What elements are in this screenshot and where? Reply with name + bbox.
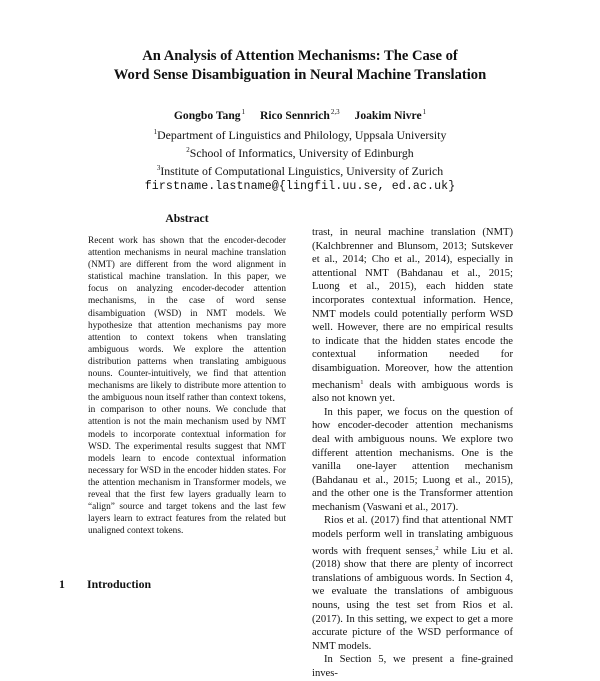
author-emails: firstname.lastname@{lingfil.uu.se, ed.ac.uk} (144, 180, 456, 193)
paragraph-2: In this paper, we focus on the question of how encoder-decoder attention mechanisms deal with ambiguous nouns. We explore two different attention mechanisms. One is the vanilla one-layer attention mechanism (Bahdanau et al., 2015; Luong et al., 2015), and the other one is the Transformer attention mechanism (Vaswani et al., 2017). (312, 406, 513, 513)
paragraph-3 (312, 514, 513, 653)
author-affil-mark: 1 (422, 108, 427, 116)
author-2 (260, 105, 340, 123)
left-column (88, 212, 286, 537)
abstract-body: Recent work has shown that the encoder-decoder attention mechanisms in neural machine translation (NMT) are different from the word alignment in statistical machine translation. In this paper, we focus on analyzing encoder-decoder attention mechanisms, in the case of word sense disambiguation (WSD) in NMT models. We hypothesize that attention mechanisms pay more attention to context tokens when translating ambiguous words. We explore the attention distribution patterns when translating ambiguous nouns. Counter-intuitively, we find that attention mechanisms are likely to distribute more attention to the ambiguous noun itself rather than context tokens, in comparison to other nouns. We conclude that attention is not the main mechanism used by NMT models to incorporate contextual information for WSD. The experimental results suggest that NMT models learn to encode contextual information necessary for WSD in the encoder hidden states. For the attention mechanism in Transformer models, we reveal that the first few layers gradually learn to “align” source and target tokens and the last few layers learn to extract features from the related but unaligned context tokens. (88, 236, 286, 537)
paragraph-4: In Section 5, we present a fine-grained inves- (312, 654, 513, 679)
affiliation-1 (0, 125, 600, 143)
author-3 (355, 105, 427, 123)
affiliation-mark: 1 (153, 128, 158, 136)
author-affil-mark: 2,3 (330, 108, 340, 116)
author-list (0, 105, 600, 123)
abstract-heading: Abstract (165, 212, 209, 225)
affiliation-mark: 2 (186, 146, 190, 154)
affiliations (0, 125, 600, 194)
affiliation-3 (0, 161, 600, 179)
author-name: Gongbo Tang (173, 109, 241, 122)
title-line-2: Word Sense Disambiguation in Neural Machine Translation (113, 67, 487, 83)
affiliation-text: School of Informatics, University of Edinburgh (189, 146, 414, 160)
section-number: 1 (59, 577, 65, 591)
title-line-1: An Analysis of Attention Mechanisms: The Case of (142, 48, 458, 64)
paragraph-text: while Liu et al. (2018) show that there are plenty of incorrect translations of ambiguous words. In Section 4, we evaluate the translations of ambiguous nouns, using the test set from Rios et al. (2017). In this setting, we expect to get a more accurate picture of the WSD performance of NMT models. (312, 545, 514, 652)
footnote-mark: 2 (435, 544, 439, 552)
paragraph-1 (312, 226, 513, 406)
author-1 (174, 105, 245, 123)
author-name: Rico Sennrich (259, 109, 330, 122)
footnote-mark: 1 (360, 378, 364, 386)
affiliation-2 (0, 143, 600, 161)
author-name: Joakim Nivre (354, 109, 422, 122)
affiliation-mark: 3 (156, 164, 161, 172)
paragraph-text: deals with ambiguous words is also not known yet. (312, 379, 513, 405)
affiliation-text: Department of Linguistics and Philology, Uppsala University (157, 128, 447, 142)
section-heading-introduction (59, 577, 151, 592)
paragraph-text: trast, in neural machine translation (NMT) (Kalchbrenner and Blunsom, 2013; Sutskever et al., 2014; Cho et al., 2014), especially in attentional NMT (Bahdanau et al., 2015; Luong et al., 2015), each hidden state incorporates contextual information. Hence, NMT models could potentially perform WSD well. However, there are no empirical results to indicate that the hidden states encode the contextual information needed for disambiguation. Moreover, how the attention mechanism (312, 227, 513, 391)
affiliation-text: Institute of Computational Linguistics, University of Zurich (160, 164, 444, 178)
right-column (312, 226, 513, 681)
section-title: Introduction (87, 577, 152, 591)
paper-title (0, 47, 600, 85)
author-affil-mark: 1 (241, 108, 246, 116)
paragraph-text: Rios et al. (2017) find that attentional NMT models perform well in translating ambiguous words with frequent senses, (312, 515, 513, 557)
